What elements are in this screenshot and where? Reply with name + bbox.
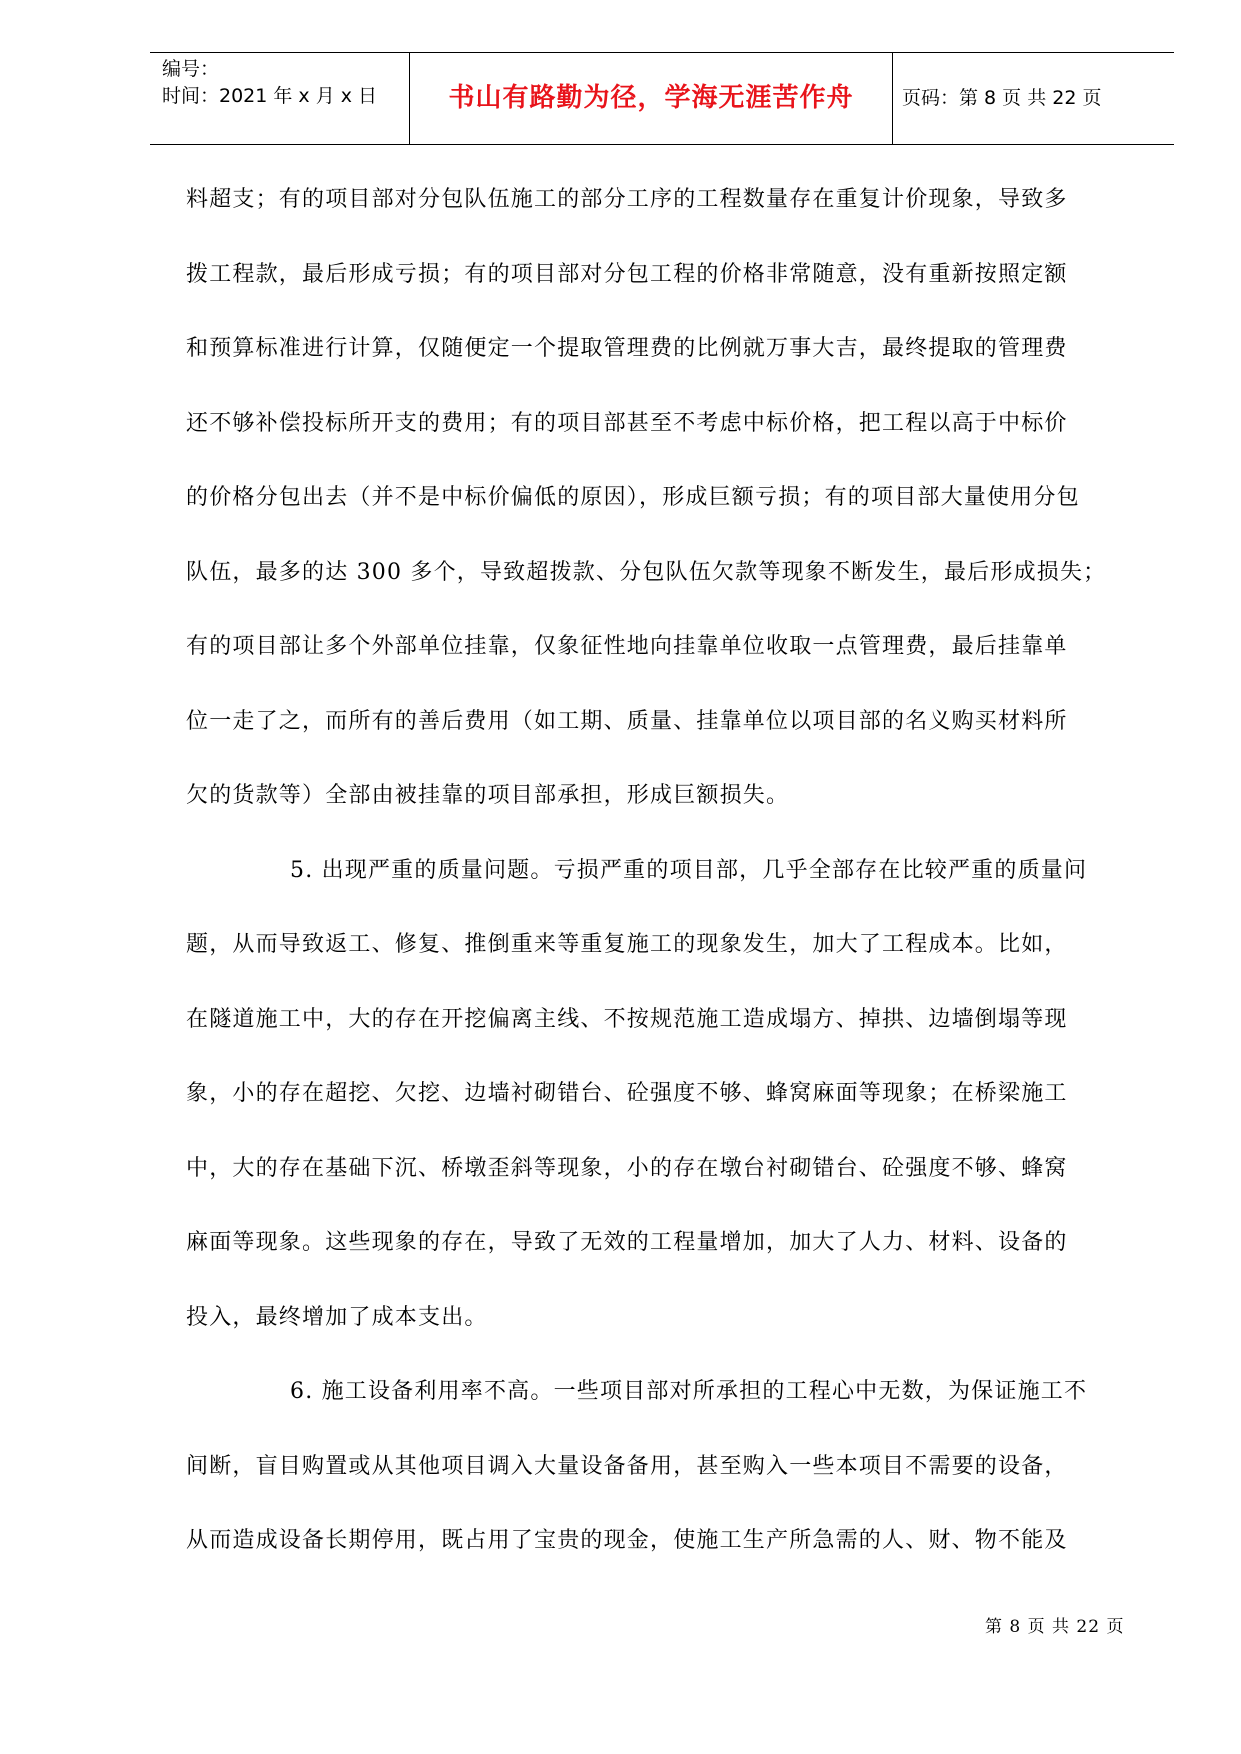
text-line: 投入，最终增加了成本支出。 — [186, 1304, 488, 1330]
text-line: 还不够补偿投标所开支的费用；有的项目部甚至不考虑中标价格，把工程以高于中标价 — [186, 410, 1068, 436]
text-line: 欠的货款等）全部由被挂靠的项目部承担，形成巨额损失。 — [186, 783, 790, 808]
text-line: 在隧道施工中，大的存在开挖偏离主线、不按规范施工造成塌方、掉拱、边墙倒塌等现 — [186, 1006, 1068, 1032]
text-line: 间断，盲目购置或从其他项目调入大量设备备用，甚至购入一些本项目不需要的设备， — [186, 1453, 1068, 1479]
text-line: 拨工程款，最后形成亏损；有的项目部对分包工程的价格非常随意，没有重新按照定额 — [186, 261, 1068, 287]
text-line: 位一走了之，而所有的善后费用（如工期、质量、挂靠单位以项目部的名义购买材料所 — [186, 708, 1068, 734]
header-motto: 书山有路勤为径，学海无涯苦作舟 — [448, 83, 854, 113]
document-time-label: 时间：2021 年 x 月 x 日 — [162, 85, 378, 107]
text-line: 有的项目部让多个外部单位挂靠，仅象征性地向挂靠单位收取一点管理费，最后挂靠单 — [186, 634, 1068, 659]
text-line: 料超支；有的项目部对分包队伍施工的部分工序的工程数量存在重复计价现象，导致多 — [186, 187, 1068, 212]
text-line: 中，大的存在基础下沉、桥墩歪斜等现象，小的存在墩台衬砌错台、砼强度不够、蜂窝 — [186, 1155, 1068, 1181]
text-line: 麻面等现象。这些现象的存在，导致了无效的工程量增加，加大了人力、材料、设备的 — [186, 1230, 1068, 1255]
text-line: 的价格分包出去（并不是中标价偏低的原因），形成巨额亏损；有的项目部大量使用分包 — [186, 485, 1080, 510]
page-footer: 第 8 页 共 22 页 — [985, 1617, 1125, 1637]
header-divider-right — [892, 52, 893, 144]
header-meta — [150, 52, 410, 144]
paragraph-6-start: 6. 施工设备利用率不高。一些项目部对所承担的工程心中无数，为保证施工不 — [290, 1379, 1088, 1404]
text-line: 题，从而导致返工、修复、推倒重来等重复施工的现象发生，加大了工程成本。比如， — [186, 932, 1068, 957]
paragraph-5-start: 5. 出现严重的质量问题。亏损严重的项目部，几乎全部存在比较严重的质量问 — [290, 857, 1088, 883]
text-line: 从而造成设备长期停用，既占用了宝贵的现金，使施工生产所急需的人、财、物不能及 — [186, 1528, 1068, 1553]
text-line: 和预算标准进行计算，仅随便定一个提取管理费的比例就万事大吉，最终提取的管理费 — [186, 336, 1068, 361]
page-header — [150, 52, 1174, 145]
text-line: 象，小的存在超挖、欠挖、边墙衬砌错台、砼强度不够、蜂窝麻面等现象；在桥梁施工 — [186, 1081, 1068, 1106]
header-page-number: 页码：第 8 页 共 22 页 — [902, 87, 1102, 109]
body-text — [186, 184, 1146, 1600]
document-number-label: 编号： — [162, 58, 220, 80]
text-line: 队伍，最多的达 300 多个，导致超拨款、分包队伍欠款等现象不断发生，最后形成损失； — [186, 559, 1107, 585]
